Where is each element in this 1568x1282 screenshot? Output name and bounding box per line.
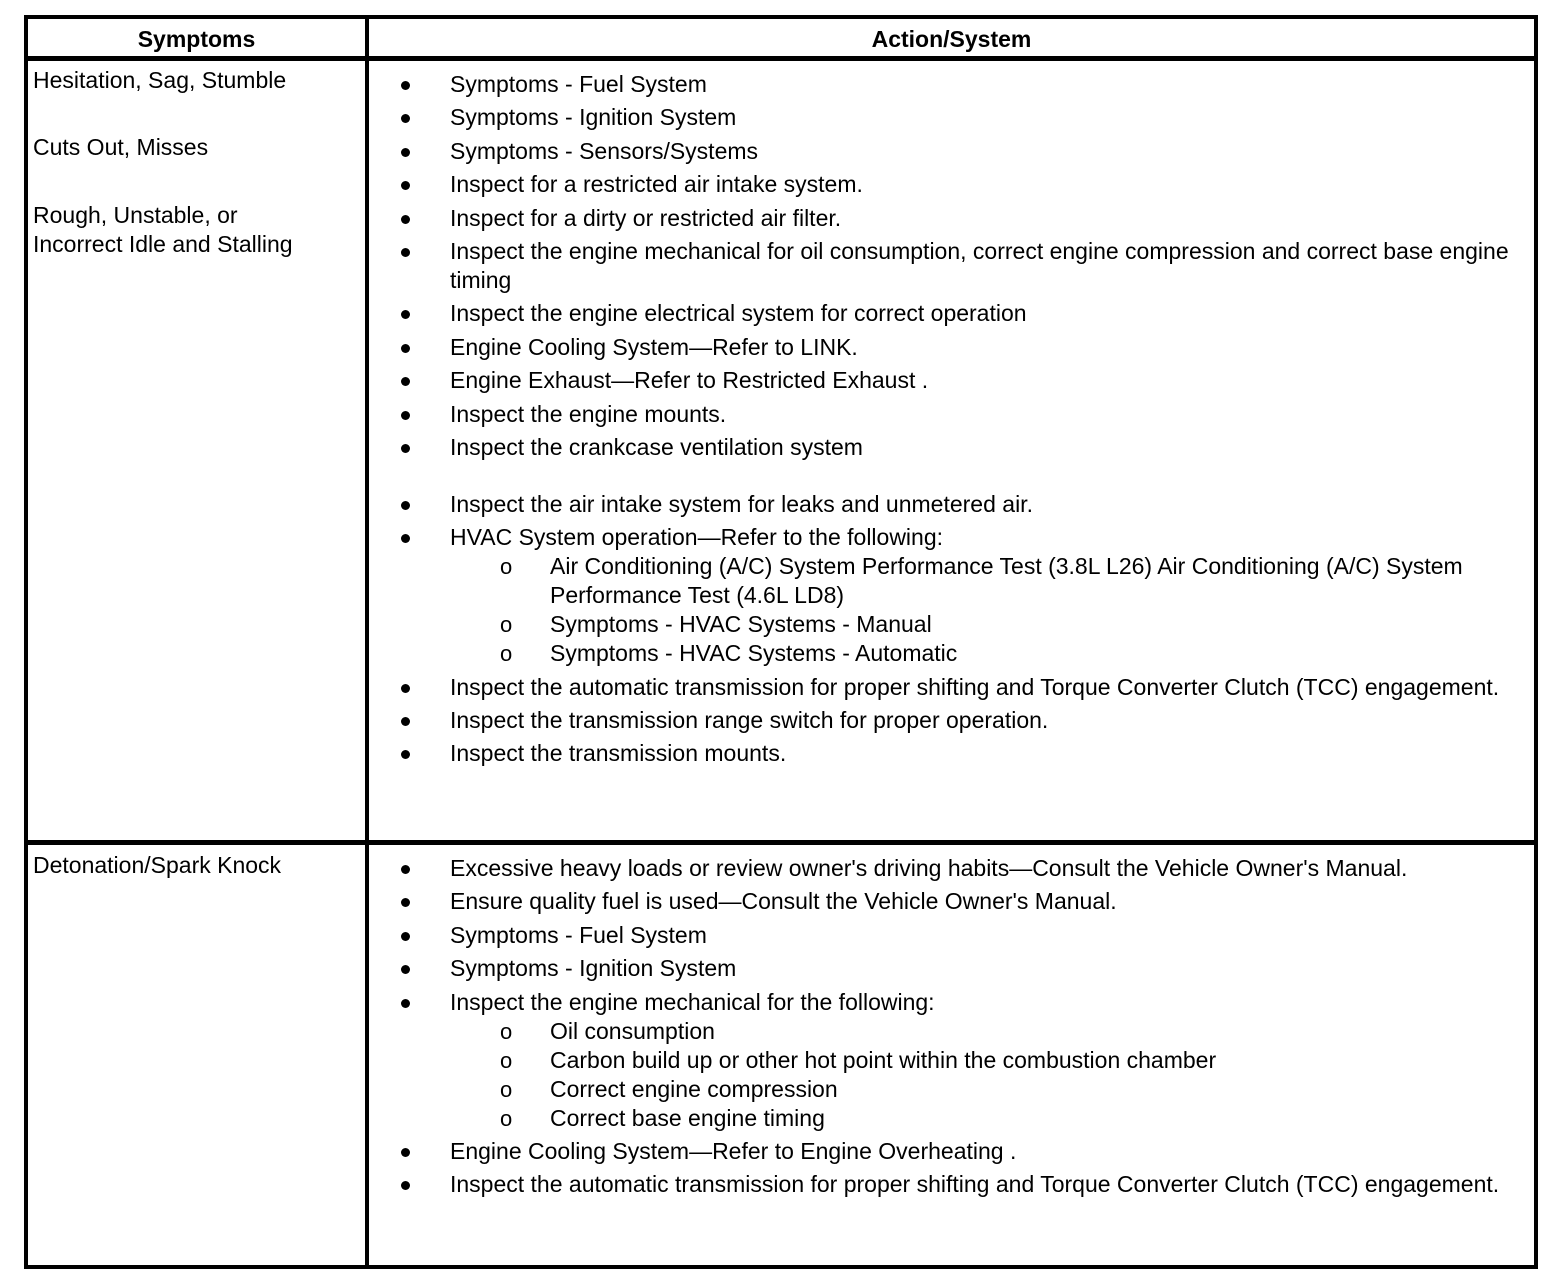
sub-list-item: o Correct engine compression — [450, 1075, 1533, 1104]
list-item: Inspect the crankcase ventilation system — [393, 433, 1533, 462]
list-item: Inspect the transmission mounts. — [393, 739, 1533, 768]
sub-list-item: o Air Conditioning (A/C) System Performance Test (3.8L L26) Air Conditioning (A/C) System Performance Test (4.6L LD8) — [450, 552, 1533, 610]
column-divider — [365, 19, 369, 1265]
list-item: Inspect for a dirty or restricted air filter. — [393, 204, 1533, 233]
list-item: Inspect the engine mounts. — [393, 400, 1533, 429]
list-item: Inspect for a restricted air intake system. — [393, 170, 1533, 199]
list-item: Inspect the engine electrical system for correct operation — [393, 299, 1533, 328]
list-item: Inspect the automatic transmission for proper shifting and Torque Converter Clutch (TCC) engagement. — [393, 1170, 1533, 1199]
list-item: Inspect the air intake system for leaks and unmetered air. — [393, 490, 1533, 519]
list-item: Inspect the engine mechanical for oil consumption, correct engine compression and correct base engine timing — [393, 237, 1533, 295]
sub-list-item: o Symptoms - HVAC Systems - Automatic — [450, 639, 1533, 668]
symptom-hesitation: Hesitation, Sag, Stumble — [33, 67, 287, 93]
sub-list — [450, 1017, 1533, 1133]
symptom-rough-idle: Rough, Unstable, or Incorrect Idle and Stalling — [33, 202, 293, 257]
symptom-detonation: Detonation/Spark Knock — [33, 852, 282, 878]
column-header-action: Action/System — [871, 25, 1032, 52]
column-header-symptoms: Symptoms — [137, 25, 256, 52]
list-item: Engine Exhaust—Refer to Restricted Exhaust . — [393, 366, 1533, 395]
row-1-action-list — [393, 70, 1533, 773]
list-item: Engine Cooling System—Refer to LINK. — [393, 333, 1533, 362]
list-item-text: HVAC System operation—Refer to the following: — [450, 524, 944, 551]
list-item: Symptoms - Ignition System — [393, 103, 1533, 132]
list-item: Ensure quality fuel is used—Consult the Vehicle Owner's Manual. — [393, 887, 1533, 916]
sub-list — [450, 552, 1533, 668]
list-item: Symptoms - Sensors/Systems — [393, 137, 1533, 166]
list-item-text: Inspect the engine mechanical for the following: — [450, 988, 935, 1015]
list-item — [393, 523, 1533, 668]
sub-list-item: o Carbon build up or other hot point within the combustion chamber — [450, 1046, 1533, 1075]
sub-list-item: o Correct base engine timing — [450, 1104, 1533, 1133]
symptom-cuts-out: Cuts Out, Misses — [33, 134, 209, 160]
list-item: Engine Cooling System—Refer to Engine Overheating . — [393, 1137, 1533, 1166]
list-item: Inspect the transmission range switch for proper operation. — [393, 706, 1533, 735]
list-item: Inspect the automatic transmission for proper shifting and Torque Converter Clutch (TCC) engagement. — [393, 673, 1533, 702]
list-item: Symptoms - Ignition System — [393, 954, 1533, 983]
list-item: Symptoms - Fuel System — [393, 70, 1533, 99]
sub-list-item: o Symptoms - HVAC Systems - Manual — [450, 610, 1533, 639]
row-2-action-list — [393, 854, 1533, 1204]
list-item: Excessive heavy loads or review owner's driving habits—Consult the Vehicle Owner's Manual. — [393, 854, 1533, 883]
list-item — [393, 988, 1533, 1133]
symptom-table — [24, 15, 1538, 1269]
row-divider — [28, 840, 1534, 845]
sub-list-item: o Oil consumption — [450, 1017, 1533, 1046]
list-item: Symptoms - Fuel System — [393, 921, 1533, 950]
